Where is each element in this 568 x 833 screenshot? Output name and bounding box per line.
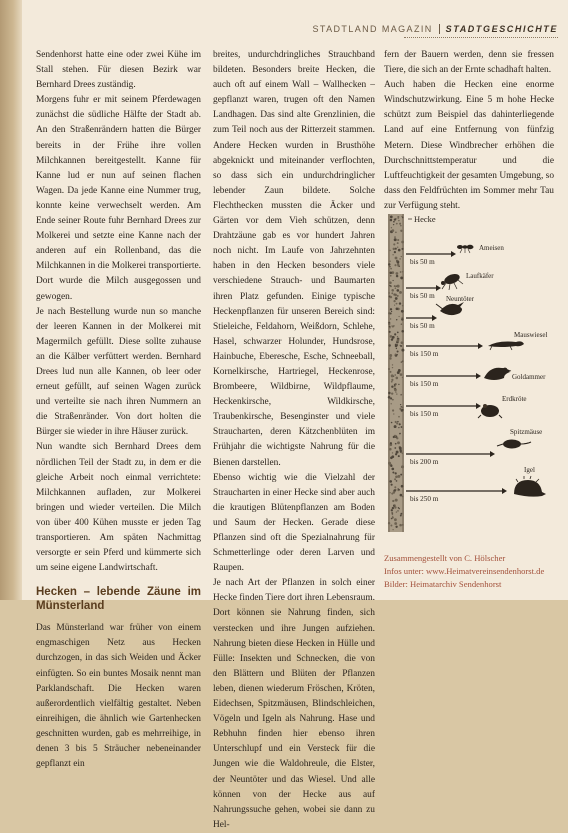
range-row-shrew (406, 428, 542, 466)
hedge-label: Hecke (414, 214, 436, 224)
paragraph: Je nach Art der Pflanzen in solch einer Hecke finden Tiere dort ihren Lebensraum. Dort können sie Nahrung finden, sich verstecken und ihre Jungen aufziehen. Nahrung bieten diese Hecken in Hülle und Fülle: Insekten und Schnecken, die von den Blättern und Blüten der Pflanzen leben, dienen wiederum Fröschen, Kröten, Eidechsen, Spitzmäusen, Blindschleichen, Vögeln und Igeln als Nahrung. Hase und Rebhuhn finden hier ebenso ihren Unterschlupf und ein Versteck für die Jungen wie die Waldohreule, die Elster, der Neuntöter und das Wiesel. Und alle können von der Hecke aus auf Nahrungssuche gehen, wobei sie dann zu Hel- (213, 578, 375, 830)
animal-label: Laufkäfer (466, 272, 494, 280)
animal-label: Igel (524, 466, 535, 474)
column-1 (36, 48, 201, 772)
paragraph: Nun wandte sich Bernhard Drees dem nördlichen Teil der Stadt zu, in dem er die gleiche Arbeit noch einmal verrichtete: Milchkannen aufladen, zur Molkerei bringen und wieder verteilen. Die Milch von über 400 Kühen musste er jeden Tag transportieren. Am späten Nachmittag versorgte er sein Pferd und kümmerte sich um seine eigene Landwirtschaft. (36, 442, 201, 574)
credit-images: Bilder: Heimatarchiv Sendenhorst (384, 579, 502, 589)
paragraph: Sendenhorst hatte eine oder zwei Kühe im Stall stehen. Für diesen Bezirk war Bernhard Drees zuständig. (36, 50, 201, 91)
range-distance: bis 150 m (410, 410, 439, 418)
range-row-ants (406, 244, 504, 266)
paragraph: breites, undurchdringliches Strauchband bildeten. Besonders breite Hecken, die auch oft auf einem Wall – Wallhecken – gepflanzt waren, trugen oft den Namen Landhagen. Das sind alte Grenzlinien, die zum Teil noch aus der Ritterzeit stammen. Andere Hecken wurden in Brusthöhe abgeknickt und miteinander verflochten, so dass sich ein undurchdringlicher lebender Zaun bildete. Solche Flechthecken mussten die Äcker und Gärten vor dem Vieh schützen, denn Drahtzäune gab es vor hundert Jahren noch nicht. Im Laufe von Jahrzehnten haben in den Hecken besonders viele verschiedene Strauch- und Baumarten ihren Platz gefunden. Einige typische Heckenpflanzen für unseren Bereich sind: Stieleiche, Feldahorn, Weißdorn, Schlehe, Hasel, schwarzer Holunder, Hundsrose, Hainbuche, Eberesche, Esche, Schneeball, Kornelkirsche, Hartriegel, Heckenrose, Brombeere, Wildbirne, Wildpflaume, Heckenkirsche, Wildkirsche, Traubenkirsche, Besenginster und viele Straucharten, deren Kätzchenblüten im Frühjahr die wichtigste Nahrung für die Bienen darstellen. (213, 50, 375, 468)
animal-label: Mauswiesel (514, 331, 548, 339)
paragraph: Ebenso wichtig wie die Vielzahl der Straucharten in einer Hecke sind aber auch die krautigen Blütenpflanzen am Boden und Saum der Hecken. Gerade diese Pflanzen sind oft die Spezialnahrung für Schmetterlinge oder deren Larven und Raupen. (213, 472, 375, 574)
range-distance: bis 250 m (410, 495, 439, 503)
paragraph: Das Münsterland war früher von einem engmaschigen Netz aus Hecken durchzogen, in das sich Weiden und Äcker einfügten. So ein buntes Mosaik nennt man Parklandschaft. Die Hecken waren außerordentlich vielfältig gestaltet. Neben einreihigen, die ähnlich wie Gartenhecken geschnitten wurden, gab es mehrreihige, in denen 3 bis 5 Sträucher nebeneinander gepflanzt ein (36, 623, 201, 770)
range-row-shrike (406, 295, 475, 330)
weasel-icon (488, 341, 524, 350)
bunting-icon (484, 368, 511, 380)
hedge-range-svg (384, 206, 560, 536)
paragraph: Auch haben die Hecken eine enorme Windschutzwirkung. Eine 5 m hohe Hecke schützt zum Beispiel das dahinterliegende Land auf eine Entfernung von fünfzig Metern. Diese Windbrecher erhöhen die Durchschnittstemperatur und die Luftfeuchtigkeit der gesamten Umgebung, so dass den Feldfrüchten im Sommer mehr Tau zur Verfügung steht. (384, 80, 555, 211)
range-row-hedgehog (406, 466, 546, 503)
range-row-weasel (406, 331, 547, 358)
magazine-name: STADTLAND MAGAZIN (312, 24, 433, 34)
page-edge-strip (0, 0, 22, 600)
shrike-icon (436, 302, 464, 315)
hedgehog-icon (514, 476, 546, 497)
paragraph: Morgens fuhr er mit seinem Pferdewagen zunächst die südliche Hälfte der Stadt ab. An den Straßenrändern hatten die Bürger bereits in der Frühe ihre vollen Milchkannen bereitgestellt. Kanne für Kanne lud er nun auf seinen flachen Wagen. Da jede Kanne eine Nummer trug, konnte keine verwechselt werden. Am Ende seiner Route fuhr Bernhard Drees zur Molkerei und setzte eine Kanne nach der anderen auf ein Rollenband, das die Milchkannen in die Molkerei transportierte. Dort wurde die Milch ausgegossen und gewogen. (36, 95, 201, 302)
hedge-range-diagram (384, 206, 560, 536)
header-rule (404, 37, 558, 38)
hedge-column (388, 214, 405, 532)
column-3 (384, 48, 554, 214)
range-distance: bis 50 m (410, 292, 435, 300)
header-separator (439, 24, 440, 34)
paragraph: fern der Bauern werden, denn sie fressen Tiere, die sich an der Ernte schadhaft halten. (384, 50, 554, 76)
credits-block (384, 552, 564, 591)
range-row-bunting (406, 368, 546, 388)
animal-label: Erdkröte (502, 395, 527, 403)
credit-info-link[interactable]: Infos unter: www.Heimatvereinsendenhorst.de (384, 566, 545, 576)
shrew-icon (497, 440, 531, 449)
ant-icon (457, 245, 474, 253)
range-distance: bis 50 m (410, 258, 435, 266)
animal-label: Goldammer (512, 373, 546, 381)
toad-icon (478, 404, 502, 418)
range-distance: bis 150 m (410, 350, 439, 358)
credit-author: Zusammengestellt von C. Hölscher (384, 553, 506, 563)
animal-label: Spitzmäuse (510, 428, 543, 436)
section-rubric: STADTGESCHICHTE (445, 24, 558, 34)
paragraph: Je nach Bestellung wurde nun so manche der leeren Kannen in der Molkerei mit Magermilch gefüllt. Diese sollte zuhause an die Kälber verfüttert werden. Bernhard Drees lud nun alle Kannen, ob leer oder erneut gefüllt, auf seinen Wagen zurück und verteilte sie nach ihren Nummern an die Straßenränder. Von dort holten die Bürger sie wieder in ihre Häuser zurück. (36, 306, 201, 438)
range-distance: bis 50 m (410, 322, 435, 330)
page-header (313, 24, 559, 34)
range-distance: bis 150 m (410, 380, 439, 388)
range-distance: bis 200 m (410, 458, 439, 466)
beetle-icon (441, 272, 463, 290)
animal-label: Ameisen (479, 244, 504, 252)
range-row-toad (406, 395, 527, 418)
column-2 (213, 48, 375, 833)
section-heading: Hecken – lebende Zäune im Münsterland (36, 586, 201, 613)
animal-label: Neuntöter (446, 295, 474, 303)
